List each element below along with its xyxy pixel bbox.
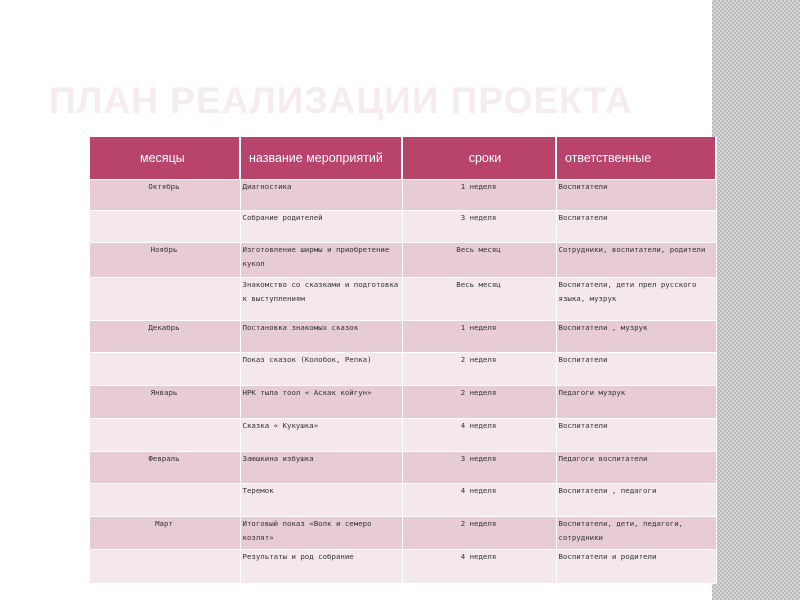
cell-event: Изготовление ширмы и приобретение кукол xyxy=(240,243,402,278)
cell-month: Январь xyxy=(89,386,240,419)
cell-term: 4 неделя xyxy=(402,550,556,584)
table-row xyxy=(89,419,716,452)
cell-month xyxy=(89,278,240,321)
table-row xyxy=(89,517,716,550)
cell-event: Теремок xyxy=(240,484,402,517)
cell-responsible: Воспитатели xyxy=(556,353,716,386)
table-row xyxy=(89,550,716,584)
cell-responsible: Воспитатели , педагоги xyxy=(556,484,716,517)
cell-term: Весь месяц xyxy=(402,243,556,278)
table-row xyxy=(89,484,716,517)
cell-event: Собрание родителей xyxy=(240,211,402,243)
cell-event: НРК тыла тоол « Аскак койгун» xyxy=(240,386,402,419)
header-event: название мероприятий xyxy=(240,137,402,180)
cell-responsible: Педагоги воспитатели xyxy=(556,452,716,484)
cell-responsible: Сотрудники, воспитатели, родители xyxy=(556,243,716,278)
cell-term: Весь месяц xyxy=(402,278,556,321)
cell-month: Март xyxy=(89,517,240,550)
cell-event: Показ сказок (Колобок, Репка) xyxy=(240,353,402,386)
cell-responsible: Воспитатели, дети, педагоги, сотрудники xyxy=(556,517,716,550)
cell-month xyxy=(89,550,240,584)
cell-event: Диагностика xyxy=(240,180,402,211)
cell-event: Постановка знакомых сказок xyxy=(240,321,402,353)
cell-responsible: Воспитатели xyxy=(556,211,716,243)
cell-responsible: Воспитатели xyxy=(556,419,716,452)
cell-term: 3 неделя xyxy=(402,211,556,243)
plan-table xyxy=(88,137,717,584)
header-month: месяцы xyxy=(89,137,240,180)
cell-term: 2 неделя xyxy=(402,353,556,386)
cell-responsible: Воспитатели и родители xyxy=(556,550,716,584)
cell-month xyxy=(89,484,240,517)
cell-term: 1 неделя xyxy=(402,180,556,211)
table-row xyxy=(89,243,716,278)
cell-term: 4 неделя xyxy=(402,419,556,452)
cell-month: Декабрь xyxy=(89,321,240,353)
cell-term: 3 неделя xyxy=(402,452,556,484)
cell-term: 2 неделя xyxy=(402,386,556,419)
cell-term: 4 неделя xyxy=(402,484,556,517)
header-responsible: ответственные xyxy=(556,137,716,180)
table-row xyxy=(89,452,716,484)
cell-event: Результаты и род собрание xyxy=(240,550,402,584)
cell-month: Ноябрь xyxy=(89,243,240,278)
cell-term: 1 неделя xyxy=(402,321,556,353)
cell-month xyxy=(89,353,240,386)
table-row xyxy=(89,321,716,353)
cell-month: Октябрь xyxy=(89,180,240,211)
cell-month xyxy=(89,419,240,452)
header-term: сроки xyxy=(402,137,556,180)
cell-event: Итоговый показ «Волк и семеро козлят» xyxy=(240,517,402,550)
table-row xyxy=(89,353,716,386)
cell-event: Знакомство со сказками и подготовка к выступлениям xyxy=(240,278,402,321)
cell-responsible: Воспитатели, дети прел русского языка, музрук xyxy=(556,278,716,321)
table-header-row xyxy=(89,137,716,180)
cell-month xyxy=(89,211,240,243)
cell-responsible: Воспитатели xyxy=(556,180,716,211)
cell-event: Заюшкина избушка xyxy=(240,452,402,484)
cell-responsible: Педагоги музрук xyxy=(556,386,716,419)
page-title: ПЛАН РЕАЛИЗАЦИИ ПРОЕКТА xyxy=(49,80,633,121)
table-row xyxy=(89,180,716,211)
decorative-checker-strip xyxy=(712,0,800,600)
table-row xyxy=(89,211,716,243)
cell-responsible: Воспитатели , музрук xyxy=(556,321,716,353)
cell-event: Сказка « Кукушка» xyxy=(240,419,402,452)
cell-month: Февраль xyxy=(89,452,240,484)
table-row xyxy=(89,386,716,419)
cell-term: 2 неделя xyxy=(402,517,556,550)
table-row xyxy=(89,278,716,321)
